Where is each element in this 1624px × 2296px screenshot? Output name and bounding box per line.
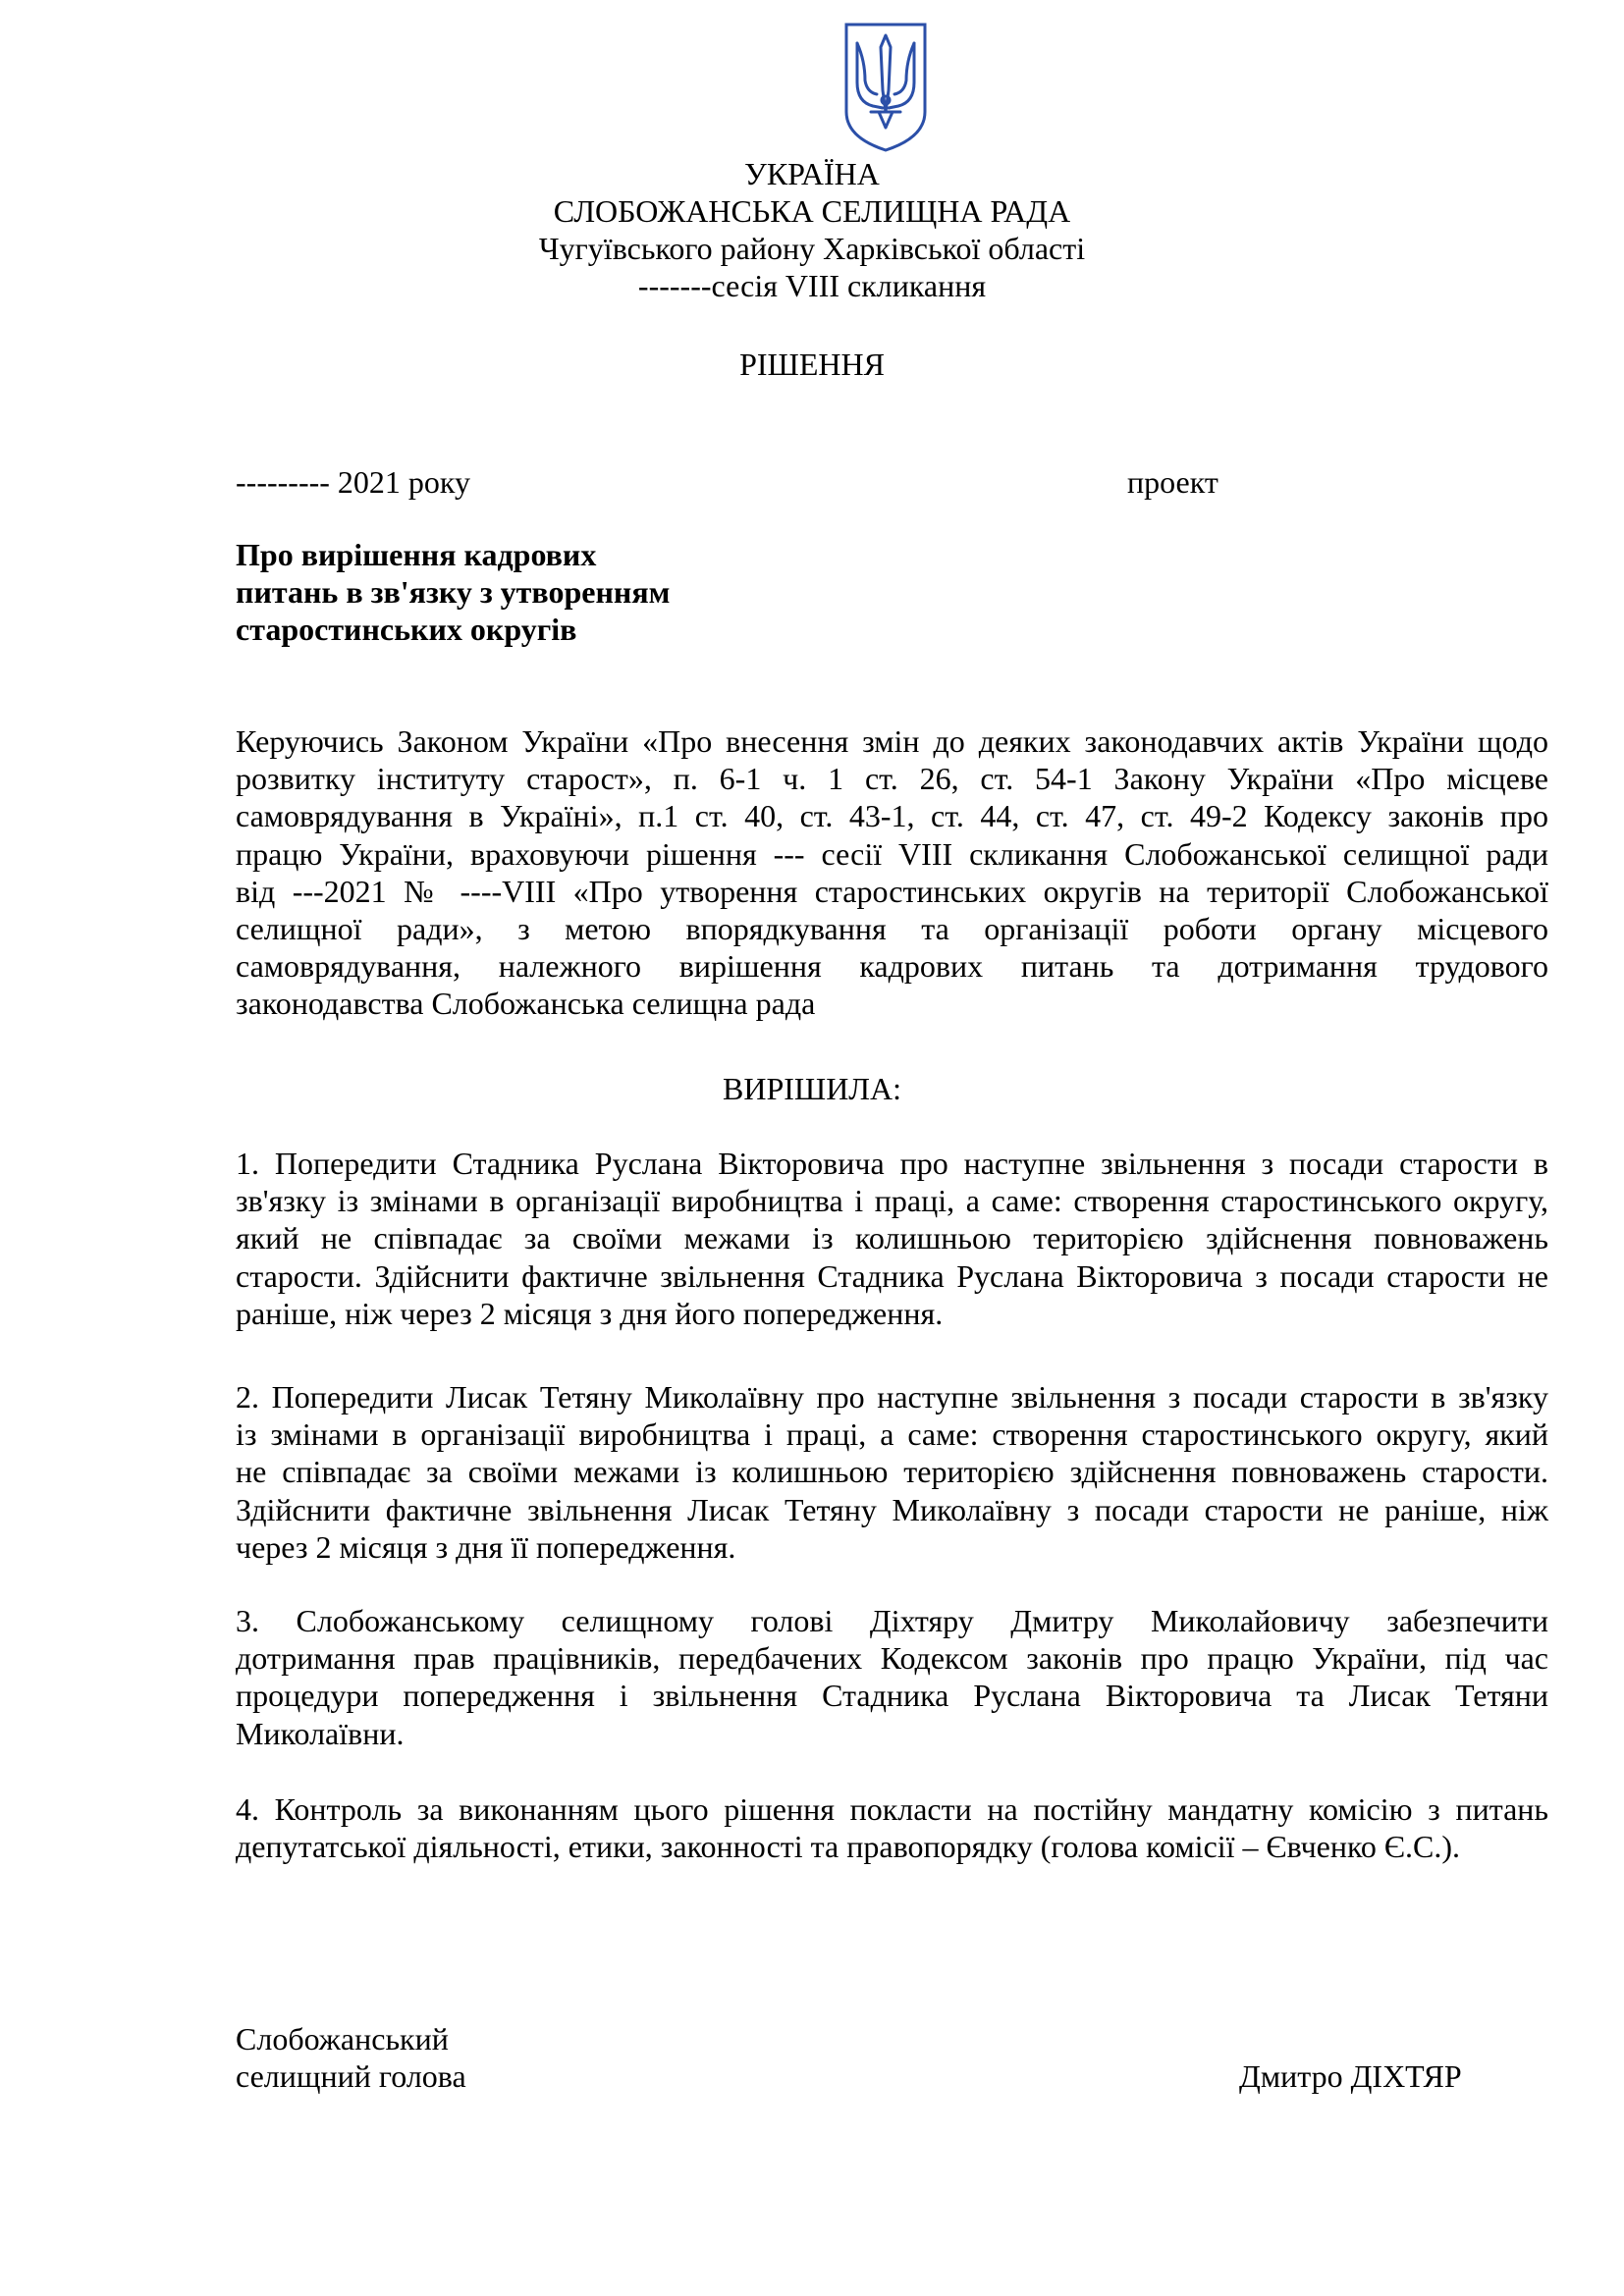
signatory-position-line: селищний голова — [236, 2058, 466, 2094]
preamble-paragraph: Керуючись Законом України «Про внесення змін до деяких законодавчих актів України щодо розвитку інституту старост», п. 6-1 ч. 1 ст. 26, ст. 54-1 Закону України «Про місцеве самоврядування в Україні», п.1 ст. 40, ст. 43-1, ст. 44, ст. 47, ст. 49-2 Кодексу законів про працю України, враховуючи рішення --- сесії VIII скликання Слобожанської селищної ради від ---2021 № ----VIII «Про утворення старостинських округів на території Слобожанської селищної ради», з метою впорядкування та організації роботи органу місцевого самоврядування, належного вирішення кадрових питань та дотримання трудового законодавства Слобожанська селищна рада — [236, 723, 1548, 1022]
signatory-name: Дмитро ДІХТЯР — [1239, 2058, 1462, 2094]
header-session: -------сесія VIII скликання — [637, 268, 987, 303]
decision-item-4: 4. Контроль за виконанням цього рішення покласти на постійну мандатну комісію з питань депутатської діяльності, етики, законності та правопорядку (голова комісії – Євченко Є.С.). — [236, 1791, 1548, 1865]
decision-item-2: 2. Попередити Лисак Тетяну Миколаївну про наступне звільнення з посади старости в зв'язку із змінами в організації виробництва і праці, а саме: створення старостинського округу, який не співпадає за своїми межами із колишньою територією здійснення повноважень старости. Здійснити фактичне звільнення Лисак Тетяну Миколаївну з посади старости не раніше, ніж через 2 місяця з дня її попередження. — [236, 1379, 1548, 1565]
decision-date: --------- 2021 року — [236, 464, 470, 500]
draft-status-label: проект — [1127, 464, 1218, 500]
document-type-heading: РІШЕННЯ — [739, 347, 885, 382]
signatory-position-line: Слобожанський — [236, 2021, 449, 2056]
trident-coat-of-arms-icon — [843, 22, 928, 153]
header-district: Чугуївського району Харківської області — [538, 231, 1086, 266]
header-council: СЛОБОЖАНСЬКА СЕЛИЩНА РАДА — [553, 193, 1071, 229]
decision-subject — [236, 536, 670, 648]
subject-line: Про вирішення кадрових — [236, 537, 597, 572]
subject-line: старостинських округів — [236, 612, 577, 647]
subject-line: питань в зв'язку з утворенням — [236, 574, 671, 610]
decision-item-3: 3. Слобожанському селищному голові Діхтяру Дмитру Миколайовичу забезпечити дотримання прав працівників, передбачених Кодексом законів про працю України, під час процедури попередження і звільнення Стадника Руслана Вікторовича та Лисак Тетяни Миколаївни. — [236, 1603, 1548, 1751]
header-country: УКРАЇНА — [744, 156, 880, 191]
decision-item-1: 1. Попередити Стадника Руслана Вікторовича про наступне звільнення з посади старости в зв'язку із змінами в організації виробництва і праці, а саме: створення старостинського округу, який не співпадає за своїми межами із колишньою територією здійснення повноважень старости. Здійснити фактичне звільнення Стадника Руслана Вікторовича з посади старости не раніше, ніж через 2 місяця з дня його попередження. — [236, 1146, 1548, 1331]
decided-heading: ВИРІШИЛА: — [723, 1071, 901, 1106]
